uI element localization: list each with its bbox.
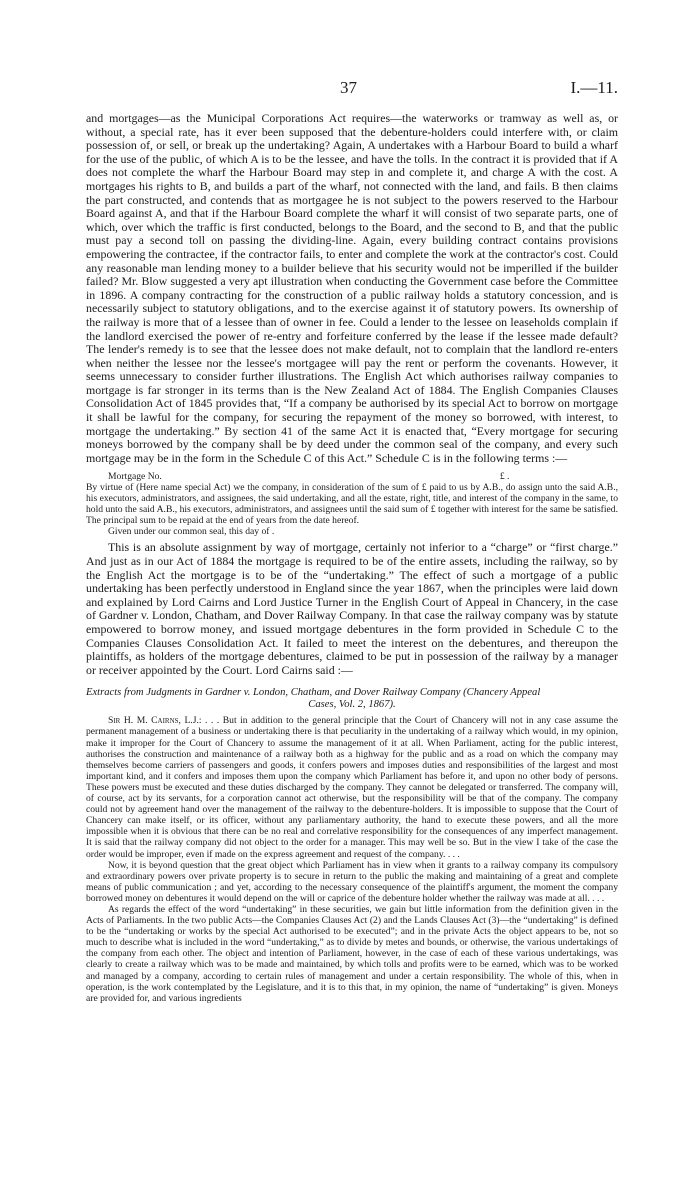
extracts-heading (86, 687, 618, 711)
page-number: 37 (340, 78, 357, 97)
page-reference: I.—11. (570, 78, 618, 97)
schedule-heading-row (86, 471, 618, 482)
judgment-paragraph-1 (86, 715, 618, 859)
extracts-cases: Cases, Vol. 2, 1867). (308, 699, 396, 711)
schedule-mortgage-no: Mortgage No. (108, 471, 162, 483)
schedule-text: By virtue of (Here name special Act) we the company, in consideration of the sum of £ paid to us by A.B., do assign unto the said A.B., his executors, administrators, and assignees, the said undertaking, and all the estate, right, title, and interest of the company in the same, to hold unto the said A.B., his executors, administrators, and assignees until the said sum of £ together with interest for the same be satisfied. The principal sum to be repaid at the end of years from the date hereof. (86, 482, 618, 527)
page-body (86, 112, 618, 1004)
schedule-c-form (86, 471, 618, 537)
schedule-seal-line: Given under our common seal, this day of . (108, 526, 275, 538)
page-header (86, 78, 618, 104)
judgment-text-1: : . . . But in addition to the general principle that the Court of Chancery will not in any case assume the permanent management of a business or undertaking there is that peculiarity in the undertaking of a railway which would, in my opinion, make it improper for the Court of Chancery to assume the management of it at all. When Parliament, acting for the public interest, authorises the construction and maintenance of a railway both as a highway for the public and as a road on which the company may themselves become carriers of passengers and goods, it confers powers and imposes duties and responsibilities of the largest and most important kind, and it confers and imposes them upon the company which Parliament has before it, and upon no other body of persons. These powers must be executed and these duties discharged by the company. They cannot be delegated or transferred. The company will, of course, act by its servants, for a corporation cannot act otherwise, but the responsibility will be that of the company. The company could not by agreement hand over the management of the railway to the debenture-holders. It is impossible to suppose that the Court of Chancery can make itself, or its officer, without any parliamentary authority, the hand to execute these powers, and all the more impossible when it is obvious that there can be no real and correlative responsibility for the consequences of any imperfect management. It is said that the railway company did not object to the order for a manager. This may well be so. But in the view I take of the case the order would be improper, even if made on the express agreement and request of the company. . . . (86, 715, 618, 860)
extracts-title: Extracts from Judgments in Gardner v. London, Chatham, and Dover Railway Company (Chancery Appeal (86, 687, 541, 699)
judgment-paragraph-3: As regards the effect of the word “undertaking” in these securities, we gain but little information from the definition given in the Acts of Parliaments. In the two public Acts—the Companies Clauses Act (2) and the Lands Clauses Act (3)—the “undertaking” is defined to be the “undertaking or works by the special Act authorised to be executed”; and in the private Acts the object appears to be, not so much to describe what is included in the word “undertaking,” as to divide by metes and bounds, or otherwise, the various undertakings of the company from each other. The object and intention of Parliament, however, in the case of each of these various undertakings, was clearly to create a railway which was to be made and maintained, by which tolls and profits were to be earned, which was to be worked and managed by a company, according to certain rules of management and under a certain responsibility. The whole of this, when in operation, is the work contemplated by the Legislature, and it is to this that, in my opinion, the name of “undertaking” is given. Moneys are provided for, and various ingredients (86, 903, 618, 1004)
opening-paragraph: and mortgages—as the Municipal Corporations Act requires—the waterworks or tramway as well as, or without, a special rate, has it ever been supposed that the debenture-holders could interfere with, or claim possession of, or sell, or break up the undertaking? Again, A undertakes with a Harbour Board to build a wharf for the use of the public, of which A is to be the lessee, and have the tolls. In the contract it is provided that if A does not complete the wharf the Harbour Board may step in and complete it, and charge A with the cost. A mortgages his rights to B, and builds a part of the wharf, not connected with the land, and fails. B then claims the part constructed, and contends that as mortgagee he is not subject to the powers reserved to the Harbour Board against A, and that if the Harbour Board complete the wharf it will consist of two separate parts, one of which, over which the traffic is first conducted, belongs to the Board, and the second to B, and that the public must pay a second toll on passing the dividing-line. Again, every building contract contains provisions empowering the contractee, if the contractor fails, to enter and complete the work at the contractor's cost. Could any reasonable man lending money to a builder believe that his security would not be imperilled if the builder failed? Mr. Blow suggested a very apt illustration when conducting the Government case before the Committee in 1896. A company contracting for the construction of a public railway holds a statutory concession, and is necessarily subject to statutory obligations, and to the exercise against it of statutory powers. Its ownership of the railway is more that of a lessee than of owner in fee. Could a lender to the lessee on leaseholds complain if the landlord exercised the power of re-entry and forfeiture conferred by the lease if the lessee made default? The lender's remedy is to see that the lessee does not make default, not to complain that the landlord re-enters when neither the lessee nor the lessee's mortgagee will pay the rent or perform the covenants. However, it seems unnecessary to consider further illustrations. The English Act which authorises railway companies to mortgage is far stronger in its terms than is the New Zealand Act of 1884. The English Companies Clauses Consolidation Act of 1845 provides that, “If a company be authorised by its special Act to borrow on mortgage it shall be lawful for the company, for securing the repayment of the money so borrowed, with interest, to mortgage the undertaking.” By section 41 of the same Act it is enacted that, “Every mortgage for securing moneys borrowed by the company shall be by deed under the common seal of the company, and every such mortgage may be in the form in the Schedule C of this Act.” Schedule C is in the following terms :— (86, 111, 618, 465)
judge-name: Sir H. M. Cairns, L.J. (108, 715, 199, 727)
assignment-paragraph: This is an absolute assignment by way of mortgage, certainly not inferior to a “charge” or “first charge.” And just as in our Act of 1884 the mortgage is required to be of the entire assets, including the railway, so by the English Act the mortgage is to be of the “undertaking.” The effect of such a mortgage of a public undertaking has been perfectly understood in England since the year 1867, when the principles were laid down and explained by Lord Cairns and Lord Justice Turner in the English Court of Appeal in Chancery, in the case of Gardner v. London, Chatham, and Dover Railway Company. In that case the railway company was by statute empowered to borrow money, and issued mortgage debentures in the form provided in Schedule C to the Companies Clauses Consolidation Act. It failed to meet the interest on the debentures, and thereupon the plaintiffs, as holders of the mortgage debentures, claimed to be put in possession of the railway by a manager or receiver appointed by the Court. Lord Cairns said :— (86, 540, 618, 677)
schedule-amount: £ . (499, 471, 510, 483)
judgment-paragraph-2: Now, it is beyond question that the great object which Parliament has in view when it grants to a railway company its compulsory and extraordinary powers over private property is to secure in return to the public the making and maintaining of a great and complete means of public communication ; and yet, according to the necessary consequence of the plaintiff's argument, the moment the company borrowed money on debentures it would depend on the will or caprice of the debenture holder whether the railway was made at all. . . . (86, 859, 618, 904)
